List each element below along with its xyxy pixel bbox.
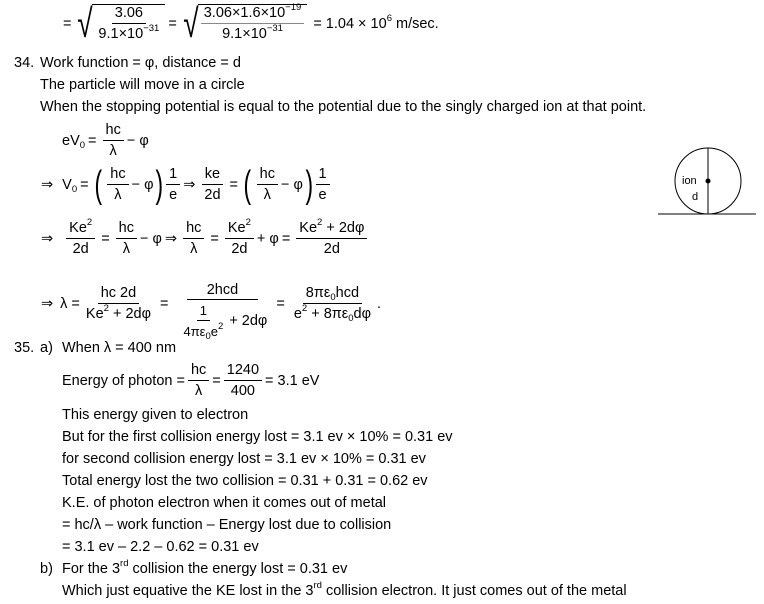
term: − φ xyxy=(140,231,162,247)
fraction xyxy=(66,217,95,258)
fraction xyxy=(166,166,180,204)
numerator: 1 xyxy=(316,166,330,185)
fraction xyxy=(316,166,330,204)
numerator: 1 xyxy=(166,166,180,185)
q35-line: Total energy lost the two collision = 0.31 + 0.31 = 0.62 ev xyxy=(62,473,428,489)
equals: = xyxy=(160,296,169,312)
text: collision the energy lost = 0.31 ev xyxy=(128,561,348,577)
numerator: 1240 xyxy=(224,362,262,381)
denominator: λ xyxy=(263,187,271,203)
exponent: −31 xyxy=(266,23,283,34)
left-paren: ( xyxy=(94,164,102,206)
exponent: 2 xyxy=(103,303,109,314)
numerator xyxy=(296,217,367,239)
numerator: hc xyxy=(183,220,204,239)
denominator: λ xyxy=(122,241,130,257)
exponent: 6 xyxy=(386,13,392,24)
equals: = xyxy=(212,373,221,389)
denominator: 2d xyxy=(72,241,89,257)
exponent: −19 xyxy=(285,2,302,13)
q35-line: K.E. of photon electron when it comes out of metal xyxy=(62,495,387,511)
term: − φ xyxy=(131,177,154,193)
subscript: 0 xyxy=(71,184,78,195)
unit: m/sec. xyxy=(391,16,439,32)
part-label: a) xyxy=(40,340,53,356)
denominator: 400 xyxy=(230,383,255,399)
equals: = xyxy=(229,177,238,193)
ion-dot xyxy=(706,179,711,184)
num-text: hcd xyxy=(335,285,360,301)
num-text: Ke xyxy=(299,220,318,236)
numerator: 3.06 xyxy=(112,5,146,24)
equals: = xyxy=(80,177,89,193)
numerator: hc xyxy=(103,122,124,141)
numerator: hc 2d xyxy=(98,285,139,304)
part-label: b) xyxy=(40,561,53,577)
den-text: 9.1×10 xyxy=(222,26,267,42)
exponent: 2 xyxy=(301,303,308,314)
fraction xyxy=(188,362,209,400)
fraction xyxy=(183,220,204,258)
denominator: e xyxy=(169,187,178,203)
equals: = xyxy=(63,16,72,32)
fraction xyxy=(174,282,270,340)
term: − φ xyxy=(280,177,303,193)
den-text: dφ xyxy=(353,306,372,322)
ordinal-suffix: rd xyxy=(120,558,129,569)
q35-line: This energy given to electron xyxy=(62,407,249,423)
fraction xyxy=(225,217,254,258)
result: = 3.1 eV xyxy=(265,373,320,389)
numerator xyxy=(225,217,254,239)
numerator: hc xyxy=(257,166,278,185)
denominator xyxy=(180,321,226,340)
lhs xyxy=(62,133,85,149)
num-text: 3.06×1.6×10 xyxy=(203,5,286,21)
num-text: + 2dφ xyxy=(322,220,365,236)
exponent: 2 xyxy=(245,217,251,228)
q35-line xyxy=(62,560,347,578)
denominator xyxy=(219,24,286,43)
inner-fraction xyxy=(180,302,226,340)
term: + 2dφ xyxy=(229,312,268,329)
term: − φ xyxy=(126,133,149,149)
den-text: + 8πε xyxy=(307,306,349,322)
implies-arrow: ⇒ xyxy=(164,231,178,247)
term: + φ xyxy=(256,231,279,247)
period: . xyxy=(377,296,382,312)
denominator xyxy=(174,300,270,340)
denominator: λ xyxy=(194,383,203,399)
numerator: ke xyxy=(202,166,223,185)
equals: = xyxy=(168,16,177,32)
denominator: e xyxy=(318,187,327,203)
equals: = xyxy=(210,231,219,247)
numerator xyxy=(201,2,305,24)
denominator xyxy=(95,24,162,43)
equals: = xyxy=(276,296,285,312)
implies-arrow: ⇒ xyxy=(41,231,54,247)
sqrt-2: √ $\frac{3.06\times 1.6\times 10^{-19}}{9.1\times 10^{-31}}$ xyxy=(180,4,308,44)
right-paren: ) xyxy=(156,164,164,206)
numerator: hc xyxy=(116,220,137,239)
lhs-text: eV xyxy=(62,133,80,149)
exponent: 2 xyxy=(317,217,323,228)
fraction xyxy=(257,166,278,204)
subscript: 0 xyxy=(205,331,211,342)
exponent: 2 xyxy=(218,321,224,332)
fraction xyxy=(201,166,223,204)
fraction xyxy=(107,166,128,204)
q35-line xyxy=(62,582,627,600)
q34-line: The particle will move in a circle xyxy=(40,77,245,93)
numerator: hc xyxy=(188,362,209,381)
exponent: 2 xyxy=(86,217,93,228)
q34-line: When the stopping potential is equal to the potential due to the singly charged ion at that point. xyxy=(40,99,647,115)
equation-3 xyxy=(38,217,370,258)
velocity-equation xyxy=(60,4,439,44)
exponent: −31 xyxy=(143,23,160,34)
subscript: 0 xyxy=(330,292,336,303)
implies-arrow: ⇒ xyxy=(183,177,196,193)
fraction xyxy=(116,220,137,258)
den-text: 4πε xyxy=(183,324,206,339)
den-text: Ke xyxy=(85,306,104,322)
equals: = xyxy=(88,133,97,149)
q35-line: When λ = 400 nm xyxy=(62,340,177,356)
fraction xyxy=(83,285,154,323)
fraction xyxy=(296,217,367,258)
q35-line: But for the first collision energy lost = 3.1 ev × 10% = 0.31 ev xyxy=(62,429,453,445)
text: Which just equative the KE lost in the 3 xyxy=(62,583,314,599)
lhs: Energy of photon = xyxy=(62,373,185,389)
q34-line: Work function = φ, distance = d xyxy=(40,55,241,71)
photon-energy-equation xyxy=(62,362,319,400)
q35-line: for second collision energy lost = 3.1 ev × 10% = 0.31 ev xyxy=(62,451,426,467)
fraction xyxy=(291,285,374,323)
fraction xyxy=(103,122,124,160)
denominator: 2d xyxy=(231,241,248,257)
text: For the 3 xyxy=(62,561,121,577)
lhs-text: V xyxy=(62,177,72,193)
num-text: Ke xyxy=(227,220,246,236)
num-text: Ke xyxy=(69,220,87,236)
lhs: λ = xyxy=(60,296,80,312)
den-text: + 2dφ xyxy=(108,306,152,322)
fraction xyxy=(224,362,262,400)
den-text: e xyxy=(210,324,219,339)
equation-2 xyxy=(38,166,330,204)
ion-label: ion xyxy=(682,175,697,187)
numerator xyxy=(303,285,362,304)
equation-1 xyxy=(62,122,149,160)
left-paren: ( xyxy=(243,164,252,206)
denominator: λ xyxy=(109,143,117,159)
num-text: 8πε xyxy=(305,285,331,301)
den-text: 9.1×10 xyxy=(98,26,144,42)
sqrt-1: √ $\frac{3.06}{9.1\times 10^{-31}}$ xyxy=(74,4,165,44)
denominator: λ xyxy=(190,241,198,257)
implies-arrow: ⇒ xyxy=(41,177,54,193)
equals: = xyxy=(101,231,110,247)
denominator: 2d xyxy=(323,241,340,257)
subscript: 0 xyxy=(348,313,354,324)
fraction xyxy=(95,5,162,44)
numerator: hc xyxy=(107,166,128,185)
denominator xyxy=(291,304,374,323)
numerator: 1 xyxy=(197,302,210,321)
question-number: 35. xyxy=(14,340,35,356)
implies-arrow: ⇒ xyxy=(41,296,54,312)
q35-line: = 3.1 ev – 2.2 – 0.62 = 0.31 ev xyxy=(62,539,259,555)
subscript: 0 xyxy=(79,140,86,151)
text: collision electron. It just comes out of the metal xyxy=(321,583,627,599)
numerator xyxy=(66,217,95,239)
denominator: 2d xyxy=(204,187,221,203)
equation-4 xyxy=(38,268,381,340)
q35-line: = hc/λ – work function – Energy lost due to collision xyxy=(62,517,392,533)
denominator: λ xyxy=(114,187,122,203)
denominator xyxy=(83,304,154,323)
distance-label: d xyxy=(692,191,699,203)
ordinal-suffix: rd xyxy=(313,580,322,591)
fraction xyxy=(201,2,305,44)
numerator: 2hcd xyxy=(187,282,258,300)
result xyxy=(313,13,439,32)
question-number: 34. xyxy=(14,55,35,71)
equals: = xyxy=(281,231,291,247)
right-paren: ) xyxy=(305,164,313,206)
den-text: e xyxy=(293,306,302,322)
lhs xyxy=(62,177,77,193)
result-text: = 1.04 × 10 xyxy=(313,16,387,32)
ion-circle-diagram xyxy=(650,140,760,225)
